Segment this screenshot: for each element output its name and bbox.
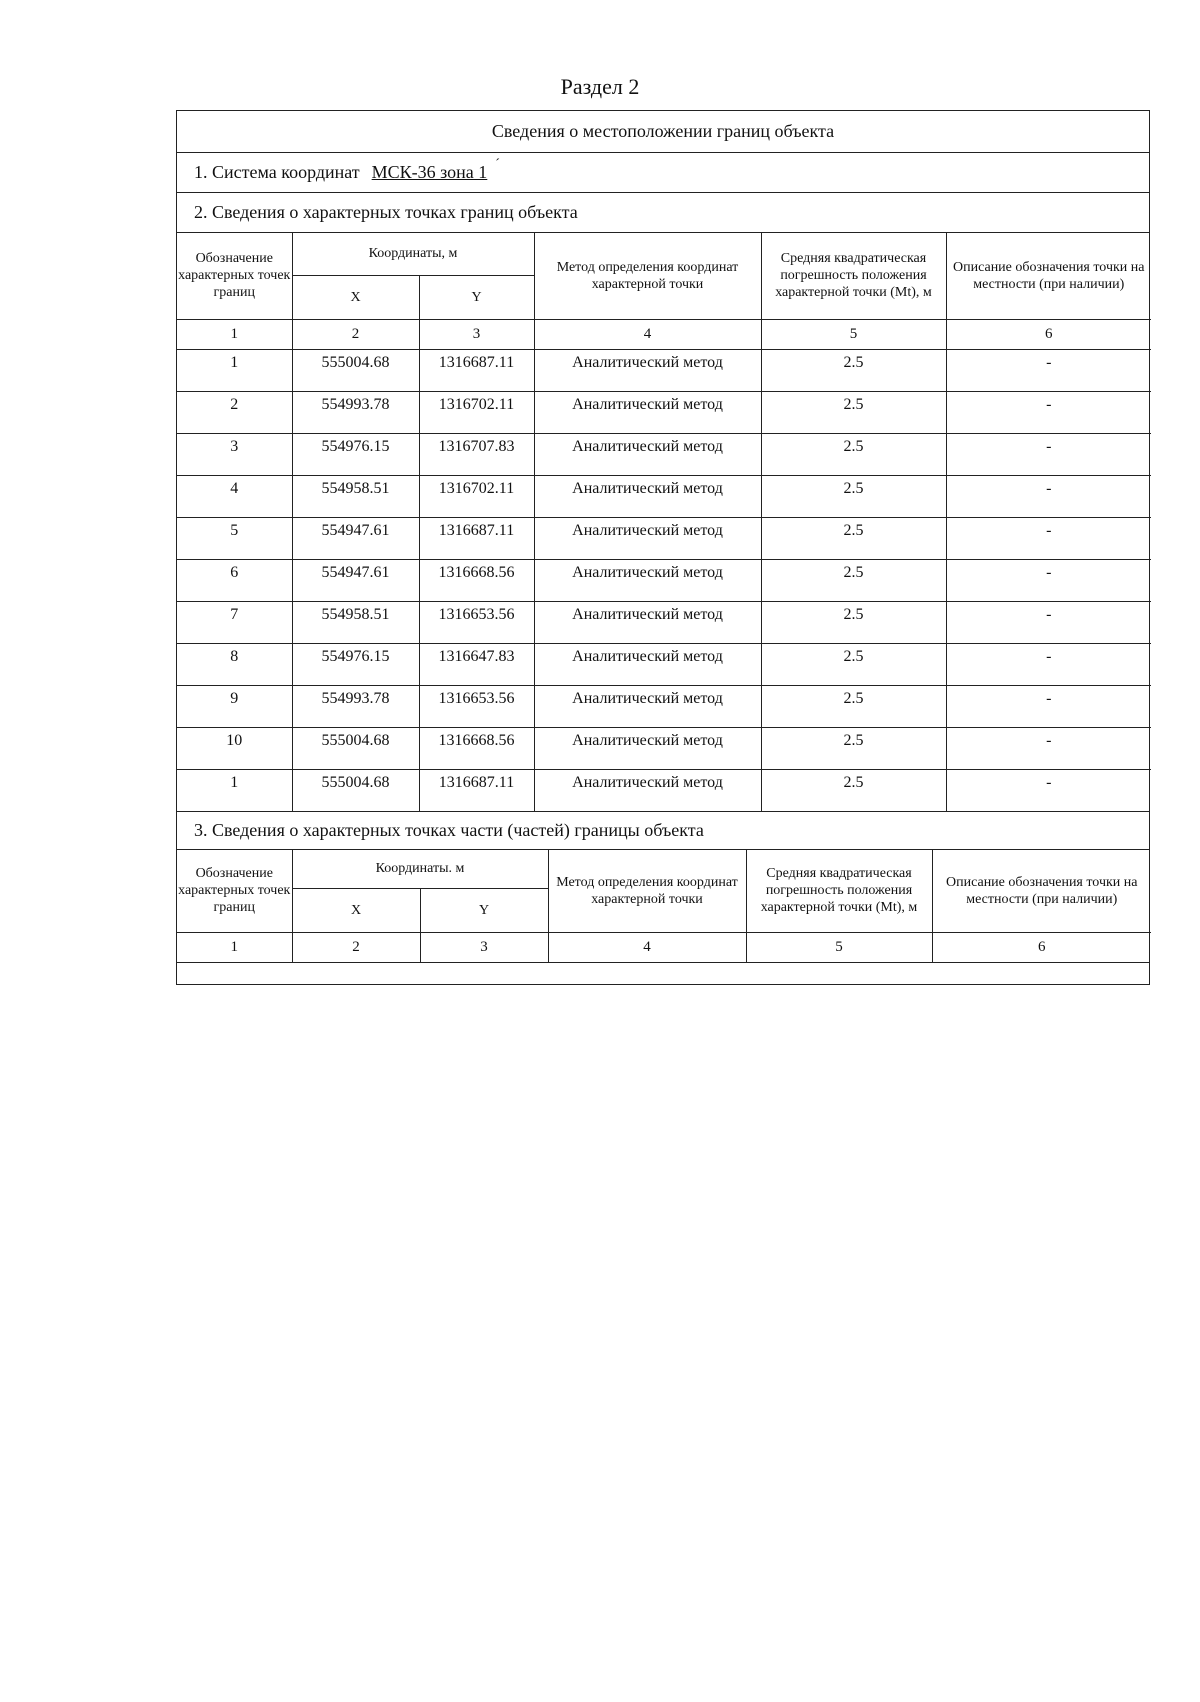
empty-row — [177, 963, 1150, 985]
method: Аналитический метод — [534, 685, 761, 727]
point-id: 4 — [177, 475, 292, 517]
coord-x: 554958.51 — [292, 475, 419, 517]
description: - — [946, 475, 1151, 517]
error-mt: 2.5 — [761, 391, 946, 433]
column-number: 3 — [419, 319, 534, 349]
point-id: 1 — [177, 769, 292, 811]
point-id: 9 — [177, 685, 292, 727]
column-number: 1 — [177, 932, 292, 962]
description: - — [946, 643, 1151, 685]
coord-x: 554947.61 — [292, 517, 419, 559]
method: Аналитический метод — [534, 559, 761, 601]
header-coordinates: Координаты, м — [292, 233, 534, 275]
header-x: X — [292, 275, 419, 319]
table-row — [177, 601, 1151, 643]
header-designation: Обозначение характерных точек границ — [177, 233, 292, 319]
coord-x: 554993.78 — [292, 391, 419, 433]
error-mt: 2.5 — [761, 727, 946, 769]
coord-x: 554993.78 — [292, 685, 419, 727]
coord-y: 1316668.56 — [419, 727, 534, 769]
table-row — [177, 433, 1151, 475]
section3-table — [177, 850, 1151, 962]
column-number: 2 — [292, 319, 419, 349]
description: - — [946, 727, 1151, 769]
column-number: 1 — [177, 319, 292, 349]
table-row — [177, 349, 1151, 391]
header-method: Метод определения координат характерной точки — [534, 233, 761, 319]
method: Аналитический метод — [534, 727, 761, 769]
header-designation: Обозначение характерных точек границ — [177, 850, 292, 932]
column-number: 4 — [548, 932, 746, 962]
point-id: 8 — [177, 643, 292, 685]
coord-y: 1316702.11 — [419, 391, 534, 433]
section3-container — [177, 850, 1150, 963]
column-number: 6 — [932, 932, 1151, 962]
coord-y: 1316687.11 — [419, 517, 534, 559]
error-mt: 2.5 — [761, 643, 946, 685]
error-mt: 2.5 — [761, 349, 946, 391]
method: Аналитический метод — [534, 601, 761, 643]
point-id: 6 — [177, 559, 292, 601]
table-row — [177, 517, 1151, 559]
error-mt: 2.5 — [761, 559, 946, 601]
header-method: Метод определения координат характерной точки — [548, 850, 746, 932]
description: - — [946, 601, 1151, 643]
method: Аналитический метод — [534, 643, 761, 685]
method: Аналитический метод — [534, 517, 761, 559]
table-row — [177, 391, 1151, 433]
coord-x: 554947.61 — [292, 559, 419, 601]
header-y: Y — [420, 888, 548, 932]
page-title: Раздел 2 — [560, 74, 640, 99]
point-id: 1 — [177, 349, 292, 391]
table-row — [177, 769, 1151, 811]
coord-y: 1316687.11 — [419, 769, 534, 811]
header-description: Описание обозначения точки на местности (при наличии) — [946, 233, 1151, 319]
coordinate-system-label: 1. Система координат — [194, 162, 360, 182]
column-number: 2 — [292, 932, 420, 962]
table-row — [177, 727, 1151, 769]
point-id: 3 — [177, 433, 292, 475]
section2-title: 2. Сведения о характерных точках границ объекта — [177, 193, 1150, 233]
point-id: 5 — [177, 517, 292, 559]
description: - — [946, 769, 1151, 811]
header-coordinates: Координаты. м — [292, 850, 548, 888]
table-row — [177, 643, 1151, 685]
coord-y: 1316653.56 — [419, 601, 534, 643]
section3-title: 3. Сведения о характерных точках части (частей) границы объекта — [177, 812, 1150, 850]
method: Аналитический метод — [534, 391, 761, 433]
coord-x: 555004.68 — [292, 349, 419, 391]
point-id: 7 — [177, 601, 292, 643]
coord-x: 554976.15 — [292, 433, 419, 475]
error-mt: 2.5 — [761, 769, 946, 811]
column-number: 6 — [946, 319, 1151, 349]
header-error: Средняя квадратическая погрешность положения характерной точки (Mt), м — [761, 233, 946, 319]
description: - — [946, 391, 1151, 433]
coord-y: 1316702.11 — [419, 475, 534, 517]
coord-y: 1316668.56 — [419, 559, 534, 601]
method: Аналитический метод — [534, 475, 761, 517]
coord-y: 1316707.83 — [419, 433, 534, 475]
point-id: 2 — [177, 391, 292, 433]
point-id: 10 — [177, 727, 292, 769]
table-header: Сведения о местоположении границ объекта — [177, 111, 1150, 153]
description: - — [946, 349, 1151, 391]
description: - — [946, 559, 1151, 601]
coord-y: 1316647.83 — [419, 643, 534, 685]
method: Аналитический метод — [534, 769, 761, 811]
section2-container — [177, 233, 1150, 812]
coordinate-system-row — [177, 153, 1150, 193]
description: - — [946, 685, 1151, 727]
coord-y: 1316687.11 — [419, 349, 534, 391]
column-number: 3 — [420, 932, 548, 962]
coord-x: 555004.68 — [292, 727, 419, 769]
column-number: 4 — [534, 319, 761, 349]
coord-y: 1316653.56 — [419, 685, 534, 727]
error-mt: 2.5 — [761, 433, 946, 475]
column-number: 5 — [746, 932, 932, 962]
error-mt: 2.5 — [761, 475, 946, 517]
header-error: Средняя квадратическая погрешность положения характерной точки (Mt), м — [746, 850, 932, 932]
header-description: Описание обозначения точки на местности (при наличии) — [932, 850, 1151, 932]
header-y: Y — [419, 275, 534, 319]
coordinate-system-value: МСК-36 зона 1 — [371, 162, 488, 182]
table-row — [177, 685, 1151, 727]
boundary-info-table — [176, 110, 1150, 985]
method: Аналитический метод — [534, 433, 761, 475]
error-mt: 2.5 — [761, 601, 946, 643]
table-row — [177, 475, 1151, 517]
header-x: X — [292, 888, 420, 932]
table-row — [177, 559, 1151, 601]
error-mt: 2.5 — [761, 517, 946, 559]
description: - — [946, 517, 1151, 559]
section2-table — [177, 233, 1151, 811]
pen-mark: ˊ — [495, 157, 500, 172]
coord-x: 554976.15 — [292, 643, 419, 685]
column-number: 5 — [761, 319, 946, 349]
coord-x: 555004.68 — [292, 769, 419, 811]
error-mt: 2.5 — [761, 685, 946, 727]
method: Аналитический метод — [534, 349, 761, 391]
description: - — [946, 433, 1151, 475]
coord-x: 554958.51 — [292, 601, 419, 643]
